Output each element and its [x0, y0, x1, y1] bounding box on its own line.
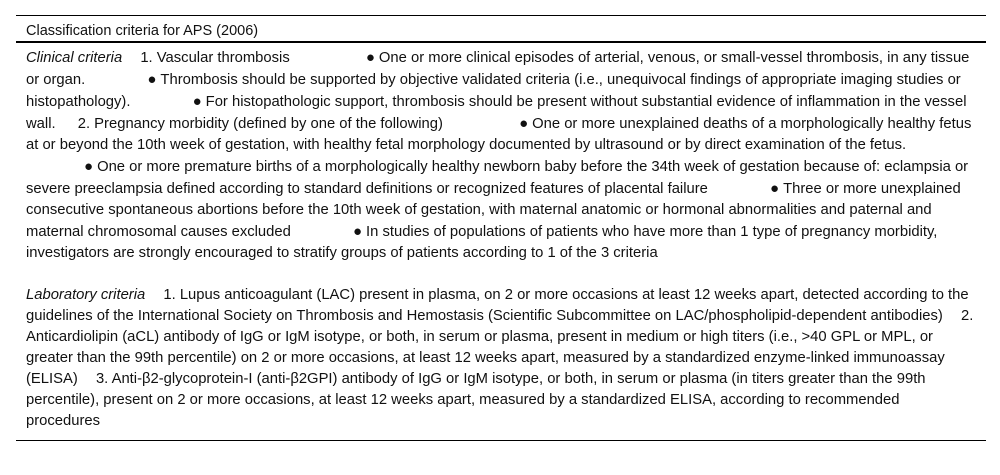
bullet-text: One or more unexplained deaths of a morphologically healthy fetus at or beyond the 10th week of gestation, with healthy fetal morphology documented by ultrasound or by direct examination of the fetus. — [26, 116, 972, 153]
laboratory-criteria-label: Laboratory criteria — [26, 287, 146, 303]
table-body-cell — [16, 43, 986, 440]
laboratory-item-acl: 2. Anticardiolipin (aCL) antibody of IgG or IgM isotype, or both, in serum or plasma, present in medium or high titers (i.e., >40 GPL or MPL, or greater than the 99th percentile) on 2 or more occasions, at least 12 weeks apart, measured by a standardized enzyme-linked immunoassay (ELISA) — [26, 308, 974, 387]
table-header — [16, 16, 986, 41]
bullet-text: For histopathologic support, thrombosis should be present without substantial evidence of inflammation in the vessel wall. — [26, 94, 967, 132]
clinical-criteria-section — [26, 47, 976, 264]
bullet-dot-icon: ● — [147, 71, 157, 88]
laboratory-item-anti-b2gpi: 3. Anti-β2-glycoprotein-I (anti-β2GPI) antibody of IgG or IgM isotype, or both, in serum or plasma (in titers greater than the 99th percentile), present on 2 or more occasions, at least 12 weeks apart, measured by a standardized ELISA, according to recommended procedures — [26, 371, 926, 429]
table-bottom-rule — [16, 440, 986, 441]
criteria-table — [16, 15, 986, 441]
bullet-dot-icon: ● — [192, 93, 202, 110]
laboratory-criteria-section — [26, 285, 976, 432]
clinical-item-pregnancy-morbidity: 2. Pregnancy morbidity (defined by one of the following) — [77, 116, 443, 132]
bullet-dot-icon: ● — [352, 223, 363, 240]
bullet-text: In studies of populations of patients who have more than 1 type of pregnancy morbidity, investigators are strongly encouraged to stratify groups of patients according to 1 of the 3 criteria — [26, 224, 938, 261]
bullet-text: Three or more unexplained consecutive spontaneous abortions before the 10th week of gestation, with maternal anatomic or hormonal abnormalities and paternal and maternal chromosomal causes excluded — [26, 181, 961, 240]
bullet-text: Thrombosis should be supported by objective validated criteria (i.e., unequivocal findings of appropriate imaging studies or histopathology). — [26, 72, 961, 110]
table-title: Classification criteria for APS (2006) — [26, 23, 259, 39]
laboratory-item-lac: 1. Lupus anticoagulant (LAC) present in plasma, on 2 or more occasions at least 12 weeks apart, detected according to the guidelines of the International Society on Thrombosis and Hemostasis (Scientific Subcommittee on LAC/phospholipid-dependent antibodies) — [26, 287, 969, 324]
bullet-dot-icon: ● — [84, 158, 94, 175]
bullet-dot-icon: ● — [770, 180, 780, 197]
clinical-item-vascular-thrombosis: 1. Vascular thrombosis — [140, 50, 290, 66]
bullet-text: One or more clinical episodes of arterial, venous, or small-vessel thrombosis, in any tissue or organ. — [26, 50, 970, 88]
clinical-criteria-label: Clinical criteria — [26, 50, 123, 66]
bullet-text: One or more premature births of a morphologically healthy newborn baby before the 34th week of gestation because of: eclampsia or severe preeclampsia defined according to standard definitions or recognized features of placental failure — [26, 159, 969, 197]
bullet-dot-icon: ● — [365, 49, 375, 66]
bullet-dot-icon: ● — [519, 115, 529, 132]
